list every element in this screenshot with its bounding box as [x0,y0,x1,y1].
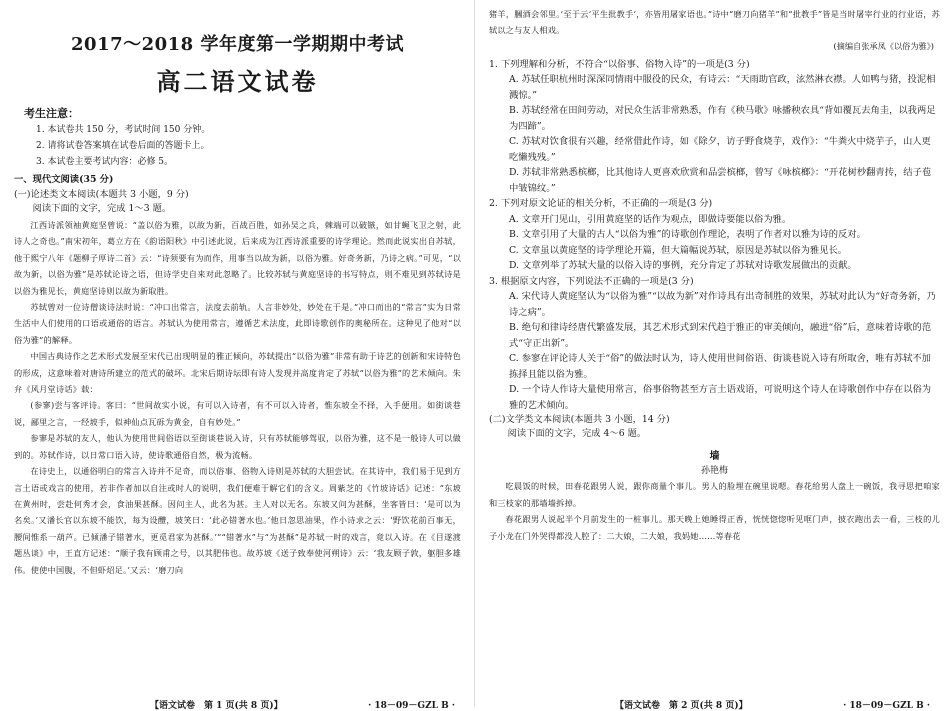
question-option: B. 绝句和律诗经唐代繁盛发展，其艺术形式到宋代趋于雅正的审美倾向，融进“俗”后，意味着诗歌的范式“守正出新”。 [509,322,932,349]
notice-item: 3. 本试卷主要考试内容：必修 5。 [36,157,174,167]
passage-source: (摘编自张承凤《以俗为雅》) [833,40,934,51]
passage-paragraph: 苏轼曾对一位诗僧谈诗法时说：“冲口出常言，法度去前轨。人言非妙处，妙处在于是。”冲口而出的“常言”实为日常生活中人们使用的口语或通俗的语言。苏轼认为使用常言，遵循艺术法度，此即诗歌创作的奥秘所在。这种见了他对“以俗为雅”的解释。 [14,302,461,345]
subsection-heading: (二)文学类文本阅读(本题共 3 小题，14 分) [489,414,670,426]
question-option: A. 宋代诗人黄庭坚认为“以俗为雅”“以故为新”对作诗具有出奇制胜的效果，苏轼对此认为“好奇务新，乃诗之病”。 [509,291,936,318]
story-title: 墙 [709,451,720,463]
question-1 [489,57,940,197]
exam-subtitle: 高二语文试卷 [156,67,319,96]
passage-quote: (参寥)尝与客评诗。客曰：“世间故实小说，有可以入诗者，有不可以入诗者，惟东坡全不择，入手便用。如街谈巷说，鄙里之言，一经坡手，似神仙点瓦砾为黄金，自有妙处。” [14,400,461,427]
question-option: A. 苏轼任职杭州时深深同情雨中服役的民众，有诗云：“天雨助官政，泫然淋衣襟。人如鸭与猪，投泥相溅惊。” [509,74,936,101]
footer-code: · 18－09－GZL B · [843,701,930,711]
question-option: C. 参寥在评论诗人关于“俗”的做法时认为，诗人使用世间俗语、街谈巷说入诗有所取舍，唯有苏轼不加拣择且能以俗为雅。 [509,353,931,380]
passage-paragraph: 在诗史上，以通俗明白的常言入诗并不足奇，而以俗事、俗物入诗则是苏轼的大胆尝试。在其诗中，我们易于见到方言土语或戏言的使用，若非作者加以自注或时人的说明，我们便难于解它们的含义。周紫芝的《竹坡诗话》记述：“东坡在黄州时，尝赴何秀才会，食油果甚酥。因问主人，此名为甚。主人对以无名。东坡又问为甚酥，坐客皆曰：‘是可以为名矣。’又潘长官以东坡不能饮，每为设醴，坡笑曰：‘此必错著水也。’他日忽思油果，作小诗求之云：‘野饮花前百事无，腰间惟系一葫芦。已倾潘子错著水，更觅君家为甚酥。’”“错著水”与“为甚酥”是苏轼一时的戏言，竟以入诗。在《目遂渡题丛谈》中，王直方记述：“顺子我有顾甫之号，以其肥伟也。故苏坡《送子致奉使河朔诗》云：‘我友顾子敦，躯胆多雄伟。使使中国腹，不但虾炤足。’又云：‘磨刀向 [14,466,461,575]
passage-paragraph: 中国古典诗作之艺术形式发展至宋代已出现明显的雅正倾向，苏轼提出“以俗为雅”非常有助于诗艺的创新和宋诗特色的形成，这意味着对唐诗所建立的范式的破坏。北宋后期诗坛即有诗人发现并高度肯定了苏轼“以俗为雅”的艺术倾向。朱弁《风月堂诗话》载： [14,351,461,395]
reading-instruction: 阅读下面的文字，完成 1～3 题。 [32,203,172,214]
notice-item: 1. 本试卷共 150 分，考试时间 150 分钟。 [36,125,211,135]
story-paragraph: 春花跟男人说起半个月前发生的一桩事儿。那天晚上她睡得正香，恍恍惚惚听见哐门声，披衣跑出去一看，三枝的儿子小龙在门外哭得都没人腔了：二大娘，二大娘，我妈她……等春花 [489,514,940,541]
passage-paragraph: 参寥是苏轼的友人，他认为使用世间俗语以至街谈巷说入诗，只有苏轼能够驾驭，以俗为雅，这不是一般诗人可以做到的。苏轼作诗，以日常口语入诗，使诗歌通俗自然，极为流畅。 [14,433,461,460]
question-3 [489,274,940,414]
notice-heading: 考生注意： [24,107,79,120]
page-right [475,0,950,711]
footer-code: · 18－09－GZL B · [368,701,455,711]
question-option: C. 苏轼对饮食很有兴趣，经常借此作诗，如《除夕，访子野食烧芋，戏作》：“牛粪火中烧芋子，山人更吃懒残残。” [509,136,931,163]
question-stem: 2. 下列对原文论证的相关分析，不正确的一项是(3 分) [489,198,713,210]
footer-page-label: 【语文试卷 第 2 页(共 8 页)】 [615,701,748,711]
exam-title: 2017～2018 学年度第一学期期中考试 [71,34,404,55]
subsection-heading: (一)论述类文本阅读(本题共 3 小题，9 分) [14,189,189,200]
story-author: 孙艳梅 [700,466,728,477]
question-stem: 3. 根据原文内容，下列说法不正确的一项是(3 分) [489,275,694,287]
question-2 [489,196,940,274]
passage-paragraph: 江西诗派领袖黄庭坚曾说：“盖以俗为雅，以故为新，百战百胜，如孙吴之兵，棘端可以破镞，如甘蝇飞卫之射，此诗人之奇也。”南宋初年，葛立方在《韵语阳秋》中引述此说，后来成为江西诗派重要的诗学理论。然而此说实出自苏轼，他于熙宁八年《题柳子厚诗二首》云：“诗须要有为而作，用事当以故为新，以俗为雅。好奇务新，乃诗之病。”可见，“以故为新，以俗为雅”是苏轼论诗之语，但诗学史自来对此忽略了。比较苏轼与黄庭坚诗的书写特点，则不难见到苏轼诗是以俗为雅见长，黄庭坚诗则以故为新取胜。 [14,220,461,296]
question-option: D. 苏轼非常熟悉槟榔，比其他诗人更喜欢欣赏和品尝槟榔，曾写《咏槟榔》：“开花树杪翻青抟，结子苞中皱锦纹。” [509,167,932,194]
question-option: A. 文章开门见山，引用黄庭坚的话作为观点，即做诗要能以俗为雅。 [509,213,792,225]
passage-continuation: 猪羊，膕酒会邻里。’至于云‘平生批教手’，亦皆用屠家语也。”诗中“磨刀向猪羊”和“批教手”皆是当时屠宰行业的行业语，苏轼以之与友人相戏。 [489,9,940,36]
reading-instruction: 阅读下面的文字，完成 4～6 题。 [507,428,647,440]
story-paragraph: 吃晨饭的时候，田春花跟男人说，跟你商量个事儿。男人的脸埋在碗里说嗯。春花给男人盘上一碗饭，我寻思把咱家和三枝家的那墙墙拆掉。 [489,481,940,508]
question-option: B. 文章引用了大量的古人“以俗为雅”的诗歌创作理论，表明了作者对以雅为诗的反对。 [509,229,866,241]
question-option: B. 苏轼经常在田间劳动，对民众生活非常熟悉，作有《秧马歌》咏播秧农具“背如覆瓦去角圭，以我两足为四蹄”。 [509,105,936,132]
question-option: C. 文章虽以黄庭坚的诗学理论开篇，但大篇幅说苏轼，原因是苏轼以俗为雅见长。 [509,244,848,256]
question-option: D. 一个诗人作诗大量使用常言，俗事俗物甚至方言土语戏语，可说明这个诗人在诗歌创作中存在以俗为雅的艺术倾向。 [509,384,932,411]
section-heading: 一、现代文阅读(35 分) [14,174,114,185]
notice-item: 2. 请将试卷答案填在试卷后面的答题卡上。 [36,141,210,151]
question-stem: 1. 下列理解和分析，不符合“以俗事、俗物入诗”的一项是(3 分) [489,58,750,70]
question-option: D. 文章列举了苏轼大量的以俗入诗的事例，充分肯定了苏轼对诗歌发展做出的贡献。 [509,260,857,272]
footer-page-label: 【语文试卷 第 1 页(共 8 页)】 [150,701,283,711]
